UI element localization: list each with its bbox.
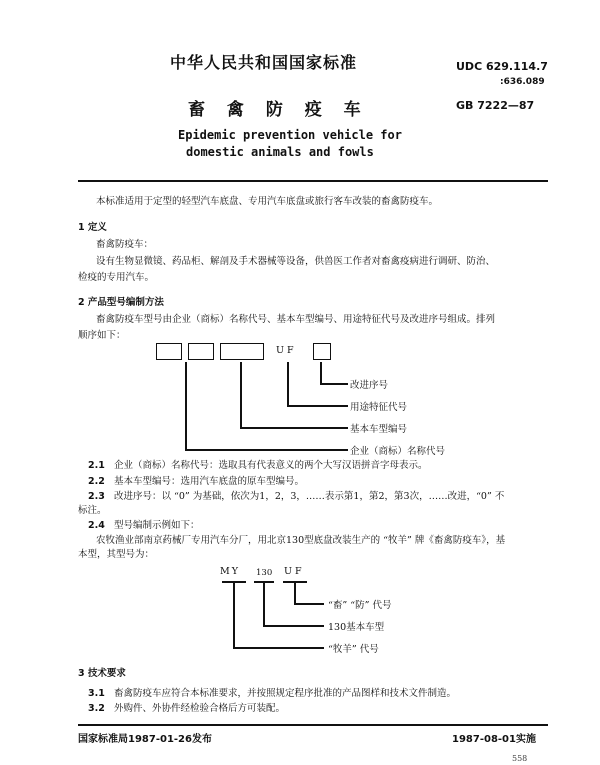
connector xyxy=(287,362,289,406)
clause-2-3-continuation: 标注。 xyxy=(78,505,107,516)
connector xyxy=(287,405,348,407)
connector xyxy=(233,582,235,648)
connector xyxy=(240,362,242,428)
label-company-code: 企业（商标）名称代号 xyxy=(350,446,446,457)
clause-2-4-number: 2.4 xyxy=(88,520,105,531)
clause-2-1-number: 2.1 xyxy=(88,460,105,471)
example-base-model: 130 xyxy=(256,568,273,578)
connector xyxy=(263,625,324,627)
example-line-1: 农牧渔业部南京药械厂专用汽车分厂，用北京130型底盘改装生产的 “牧羊” 牌《畜禽防疫车》，基 xyxy=(96,535,506,546)
label-improvement-no: 改进序号 xyxy=(350,380,389,391)
connector xyxy=(320,383,348,385)
clause-2-1-text: 企业（商标）名称代号：选取具有代表意义的两个大写汉语拼音字母表示。 xyxy=(114,460,428,471)
example-company-code: MY xyxy=(220,566,240,577)
placeholder-box-2 xyxy=(188,343,214,360)
clause-3-2-text: 外购件、外协件经检验合格后方可装配。 xyxy=(114,703,286,714)
page-number: 558 xyxy=(512,754,528,763)
standard-category-title: 中华人民共和国国家标准 xyxy=(170,53,358,72)
english-title-line-1: Epidemic prevention vehicle for xyxy=(178,128,402,142)
label-usage-code: 用途特征代号 xyxy=(350,402,408,413)
connector xyxy=(294,582,296,604)
example-usage-code: UF xyxy=(284,566,305,577)
clause-2-4-text: 型号编制示例如下： xyxy=(114,520,200,531)
connector xyxy=(233,647,324,649)
section-2-intro-line-1: 畜禽防疫车型号由企业（商标）名称代号、基本车型编号、用途特征代号及改进序号组成。排列 xyxy=(96,314,496,325)
clause-2-2-text: 基本车型编号：选用汽车底盘的原车型编号。 xyxy=(114,476,305,487)
definition-term: 畜禽防疫车： xyxy=(96,239,154,250)
connector xyxy=(185,449,348,451)
clause-2-3-number: 2.3 xyxy=(88,491,105,502)
document-title: 畜 禽 防 疫 车 xyxy=(188,100,369,120)
clause-3-2-number: 3.2 xyxy=(88,703,105,714)
udc-code: UDC 629.114.7 xyxy=(456,60,548,73)
connector xyxy=(263,582,265,626)
english-title-line-2: domestic animals and fowls xyxy=(186,145,374,159)
uf-code: UF xyxy=(276,345,297,356)
example-label-usage: “畜” “防” 代号 xyxy=(328,600,392,611)
connector xyxy=(294,603,324,605)
connector xyxy=(240,427,348,429)
udc-code-sub: :636.089 xyxy=(500,77,545,87)
definition-line-2: 检疫的专用汽车。 xyxy=(78,272,155,283)
issue-date: 国家标准局1987-01-26发布 xyxy=(78,734,212,745)
clause-2-3-text: 改进序号：以 “0” 为基础，依次为1，2，3，……表示第1，第2，第3次，……改进，“0” 不 xyxy=(114,491,505,502)
clause-3-1-number: 3.1 xyxy=(88,688,105,699)
effective-date: 1987-08-01实施 xyxy=(452,734,536,745)
section-2-heading: 2 产品型号编制方法 xyxy=(78,297,164,308)
clause-2-2-number: 2.2 xyxy=(88,476,105,487)
section-2-intro-line-2: 顺序如下： xyxy=(78,330,126,341)
example-label-brand: “牧羊” 代号 xyxy=(328,644,379,655)
section-1-heading: 1 定义 xyxy=(78,222,107,233)
section-3-heading: 3 技术要求 xyxy=(78,668,126,679)
example-line-2: 本型，其型号为： xyxy=(78,549,155,560)
intro-paragraph: 本标准适用于定型的轻型汽车底盘、专用汽车底盘或旅行客车改装的畜禽防疫车。 xyxy=(96,196,439,207)
footer-divider xyxy=(78,724,548,726)
placeholder-box-4 xyxy=(313,343,331,360)
gb-number: GB 7222—87 xyxy=(456,99,535,112)
label-base-model: 基本车型编号 xyxy=(350,424,408,435)
connector xyxy=(185,362,187,450)
definition-line-1: 设有生物显微镜、药品柜、解剖及手术器械等设备，供兽医工作者对畜禽疫病进行调研、防治、 xyxy=(96,256,496,267)
example-label-model: 130基本车型 xyxy=(328,622,385,633)
placeholder-box-1 xyxy=(156,343,182,360)
placeholder-box-3 xyxy=(220,343,264,360)
connector xyxy=(320,362,322,384)
clause-3-1-text: 畜禽防疫车应符合本标准要求，并按照规定程序批准的产品图样和技术文件制造。 xyxy=(114,688,457,699)
header-divider xyxy=(78,180,548,182)
